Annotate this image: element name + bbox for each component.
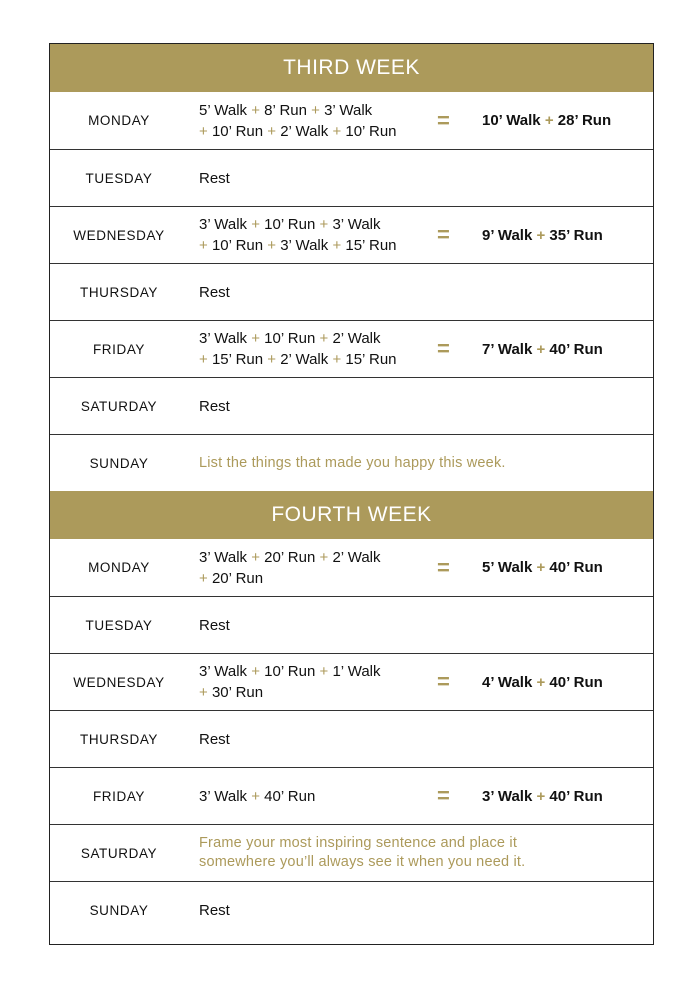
day-label: MONDAY	[88, 113, 150, 128]
week-header: FOURTH WEEK	[50, 491, 653, 539]
plus-icon: +	[251, 216, 260, 233]
workout-line: + 10’ Run + 3’ Walk + 15’ Run	[199, 237, 397, 254]
note-line: Frame your most inspiring sentence and place it	[199, 835, 518, 851]
workout-line: 5’ Walk + 8’ Run + 3’ Walk	[199, 101, 373, 119]
equals-icon: =	[437, 107, 450, 133]
workout-line: + 10’ Run + 2’ Walk + 10’ Run	[199, 122, 397, 140]
workout-total: 7’ Walk + 40’ Run	[482, 340, 603, 358]
workout-total: 9’ Walk + 35’ Run	[482, 226, 603, 244]
day-label: THURSDAY	[79, 284, 159, 300]
plus-icon: +	[536, 787, 546, 805]
workout-line: + 20’ Run	[199, 569, 264, 587]
workout-description: Rest	[199, 397, 230, 415]
plus-icon: +	[251, 787, 260, 805]
day-row-monday	[50, 92, 653, 149]
plus-icon: +	[251, 330, 260, 347]
plus-icon: +	[199, 122, 208, 140]
plus-icon: +	[251, 101, 260, 119]
workout-description: Rest	[199, 616, 230, 634]
plus-icon: +	[544, 112, 554, 129]
day-row-thursday	[50, 263, 653, 320]
workout-total: 10’ Walk + 28’ Run	[482, 112, 612, 129]
day-row-saturday	[50, 824, 653, 881]
day-label: WEDNESDAY	[73, 227, 165, 243]
plus-icon: +	[332, 351, 342, 368]
plus-icon: +	[311, 101, 320, 119]
plus-icon: +	[319, 330, 329, 347]
plus-icon: +	[536, 673, 546, 691]
day-row-friday	[50, 767, 653, 824]
day-label: TUESDAY	[85, 617, 153, 633]
plus-icon: +	[319, 216, 329, 233]
plus-icon: +	[199, 237, 208, 254]
training-plan-table	[49, 43, 654, 945]
day-label: MONDAY	[88, 560, 150, 575]
day-row-tuesday	[50, 596, 653, 653]
plus-icon: +	[319, 548, 329, 566]
day-label: WEDNESDAY	[73, 674, 165, 690]
day-label: SUNDAY	[89, 902, 149, 918]
plus-icon: +	[199, 569, 208, 587]
day-label: TUESDAY	[85, 170, 153, 186]
plus-icon: +	[251, 663, 260, 680]
workout-line: 3’ Walk + 20’ Run + 2’ Walk	[199, 548, 381, 566]
equals-icon: =	[437, 222, 450, 247]
weekly-note: List the things that made you happy this week.	[199, 454, 506, 471]
day-label: THURSDAY	[79, 731, 159, 747]
note-line: somewhere you’ll always see it when you need it.	[199, 854, 526, 870]
workout-line: 3’ Walk + 10’ Run + 3’ Walk	[199, 216, 381, 233]
day-label: SATURDAY	[80, 398, 158, 414]
day-row-sunday	[50, 881, 653, 938]
workout-total: 4’ Walk + 40’ Run	[482, 673, 603, 691]
day-row-thursday	[50, 710, 653, 767]
equals-icon: =	[437, 336, 450, 361]
equals-icon: =	[437, 554, 450, 580]
plus-icon: +	[536, 226, 546, 244]
day-row-monday	[50, 539, 653, 596]
plus-icon: +	[319, 663, 329, 680]
day-row-tuesday	[50, 149, 653, 206]
plus-icon: +	[251, 548, 260, 566]
day-row-sunday	[50, 434, 653, 491]
workout-description: Rest	[199, 730, 230, 748]
day-label: SUNDAY	[89, 455, 149, 471]
equals-icon: =	[437, 783, 450, 808]
plus-icon: +	[267, 237, 277, 254]
workout-line: + 15’ Run + 2’ Walk + 15’ Run	[199, 351, 397, 368]
workout-description: Rest	[199, 901, 230, 919]
plus-icon: +	[332, 237, 342, 254]
plus-icon: +	[536, 340, 546, 358]
workout-line: 3’ Walk + 40’ Run	[199, 787, 316, 805]
plus-icon: +	[199, 684, 208, 701]
plus-icon: +	[332, 122, 342, 140]
day-row-wednesday	[50, 206, 653, 263]
equals-icon: =	[437, 669, 450, 694]
workout-total: 3’ Walk + 40’ Run	[482, 787, 603, 805]
plus-icon: +	[267, 351, 277, 368]
workout-line: + 30’ Run	[199, 684, 264, 701]
day-row-saturday	[50, 377, 653, 434]
week-header: THIRD WEEK	[50, 44, 653, 92]
day-row-wednesday	[50, 653, 653, 710]
day-label: FRIDAY	[92, 341, 146, 357]
weekly-note	[199, 825, 639, 881]
day-label: FRIDAY	[92, 788, 146, 804]
workout-description: Rest	[199, 169, 230, 187]
workout-line: 3’ Walk + 10’ Run + 2’ Walk	[199, 330, 381, 347]
day-row-friday	[50, 320, 653, 377]
plus-icon: +	[536, 559, 546, 576]
plus-icon: +	[199, 351, 208, 368]
plus-icon: +	[267, 122, 277, 140]
day-label: SATURDAY	[80, 845, 158, 861]
workout-description: Rest	[199, 283, 230, 301]
workout-line: 3’ Walk + 10’ Run + 1’ Walk	[199, 663, 381, 680]
workout-total: 5’ Walk + 40’ Run	[482, 559, 603, 576]
